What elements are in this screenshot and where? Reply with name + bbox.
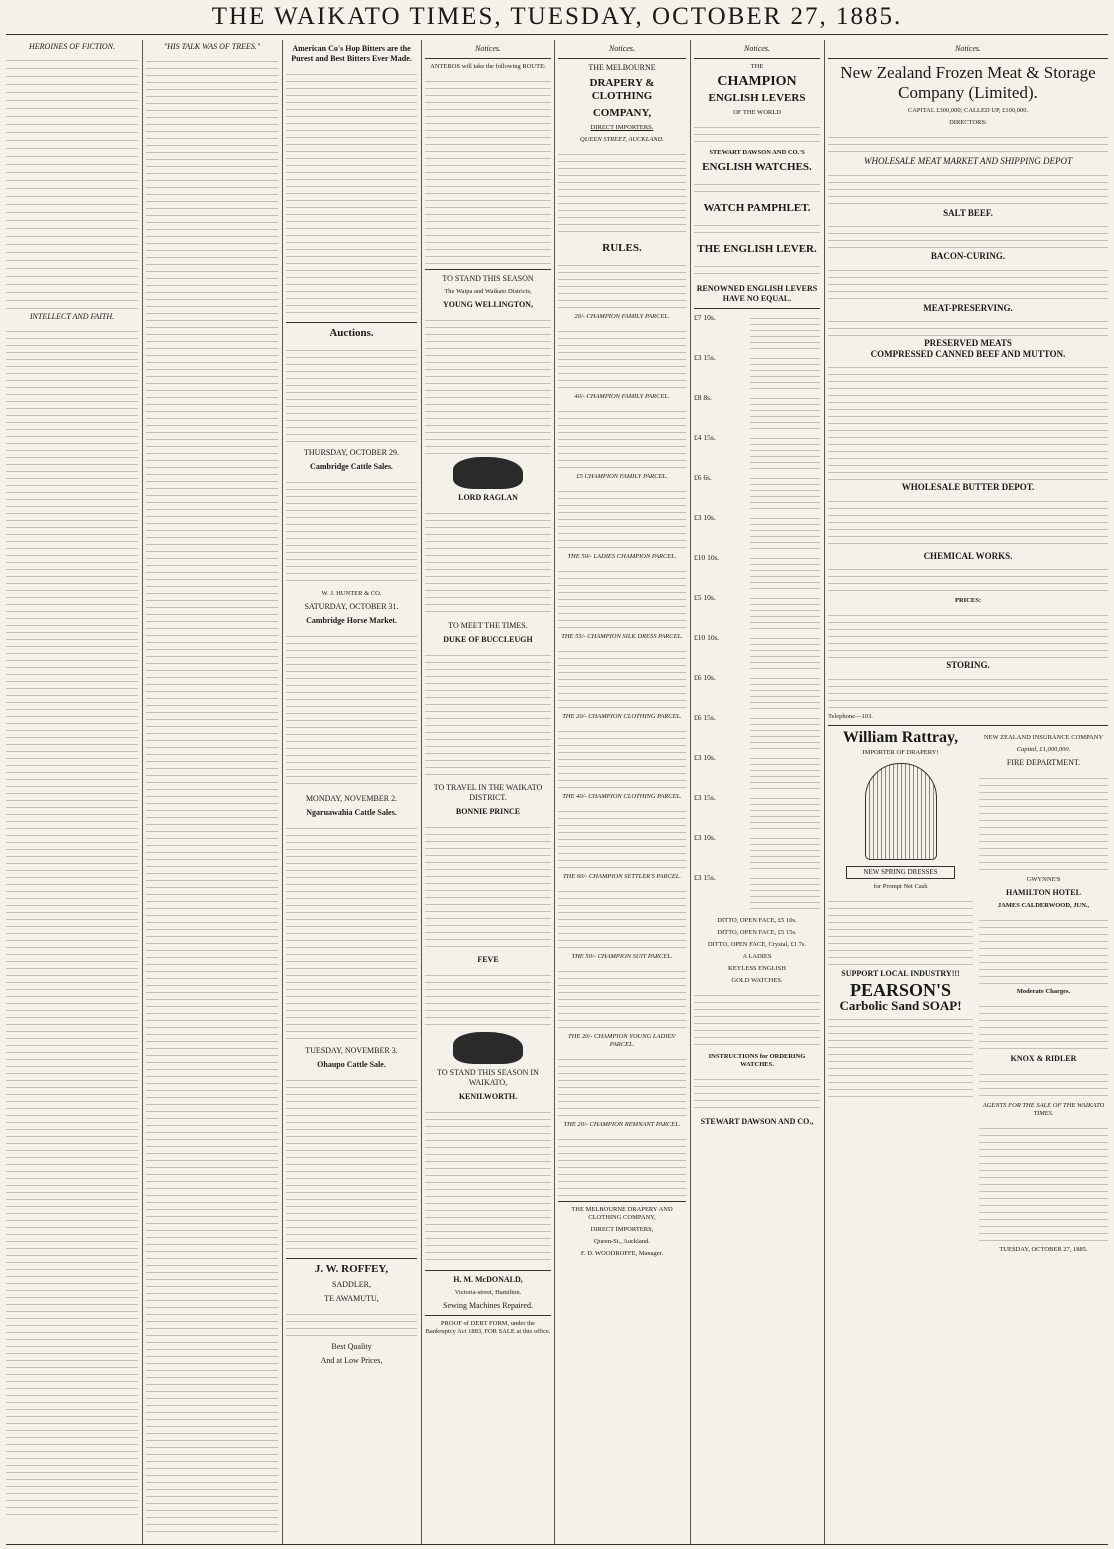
parcel-heading: THE 40/- CHAMPION CLOTHING PARCEL. — [562, 793, 682, 800]
watch-description — [750, 593, 820, 633]
meet-times: TO MEET THE TIMES. — [448, 621, 528, 630]
watch-pamphlet: WATCH PAMPHLET. — [703, 202, 811, 214]
parcel-heading: THE 55/- CHAMPION SILK DRESS PARCEL. — [561, 633, 683, 640]
watch-price-list — [694, 313, 820, 913]
instructions-heading: INSTRUCTIONS for ORDERING WATCHES. — [708, 1053, 806, 1068]
watch-price: £3 15s. — [694, 353, 716, 362]
watch-price-row — [694, 473, 820, 513]
parcel-heading: THE 50/- LADIES CHAMPION PARCEL. — [567, 553, 677, 560]
meat-preserving-text — [828, 315, 1108, 337]
watch-price-row — [694, 433, 820, 473]
fire-department: FIRE DEPARTMENT. — [1006, 757, 1081, 767]
watch-price-row — [694, 633, 820, 673]
wellington-text — [425, 314, 551, 454]
travel-heading: TO TRAVEL IN THE WAIKATO DISTRICT. — [433, 783, 543, 802]
anteros-heading: ANTEROS will take the following ROUTE: — [430, 63, 546, 70]
notices-heading-3: Notices. — [744, 44, 770, 53]
bonnie-prince: BONNIE PRINCE — [455, 807, 521, 816]
parcel-heading: 40/- CHAMPION FAMILY PARCEL. — [574, 393, 670, 400]
parcel-text — [558, 485, 686, 549]
salt-beef-heading: SALT BEEF. — [943, 207, 993, 218]
watch-description — [750, 393, 820, 433]
melbourne-footer-4: F. D. WOODROFFE, Manager. — [580, 1250, 664, 1257]
column-5 — [558, 40, 686, 1540]
depot-text — [828, 169, 1108, 207]
parcel-heading: THE 20/- CHAMPION YOUNG LADIES' PARCEL. — [568, 1033, 676, 1048]
melbourne-footer-2: DIRECT IMPORTERS, — [590, 1226, 654, 1233]
watch-price: £6 6s. — [694, 473, 712, 482]
horse-illustration — [453, 457, 523, 489]
notices-heading-2: Notices. — [609, 44, 635, 53]
prices-table — [828, 609, 1108, 659]
parcel-text — [558, 805, 686, 869]
watch-price: £3 10s. — [694, 833, 716, 842]
watch-price: £6 15s. — [694, 713, 716, 722]
mcdonald-address: Victoria-street, Hamilton. — [454, 1289, 522, 1296]
stand-sub: The Waipa and Waikato Districts, — [444, 288, 532, 295]
preserved-meats-heading: PRESERVED MEATS — [924, 338, 1012, 348]
watch-price-row — [694, 393, 820, 433]
bacon-heading: BACON-CURING. — [930, 251, 1006, 261]
lady-illustration — [865, 763, 937, 860]
ohaupo-text — [286, 1074, 417, 1254]
prince-text — [425, 821, 551, 951]
ditto-open-3: DITTO, OPEN FACE, Crystal, £1 7s. — [707, 941, 807, 948]
bottom-rule — [6, 1544, 1108, 1545]
watch-price: £4 15s. — [694, 433, 716, 442]
roffey-name: J. W. ROFFEY, — [314, 1263, 389, 1275]
ditto-open-2: DITTO, OPEN FACE, £5 15s. — [717, 929, 797, 936]
ditto-open-1: DITTO, OPEN FACE, £5 10s. — [717, 917, 797, 924]
watch-price: £5 10s. — [694, 593, 716, 602]
column-divider — [554, 40, 555, 1544]
renowned-levers: RENOWNED ENGLISH LEVERS HAVE NO EQUAL. — [696, 284, 818, 303]
column-6 — [694, 40, 820, 1540]
column-divider — [142, 40, 143, 1544]
parcel-heading: THE 20/- CHAMPION CLOTHING PARCEL. — [562, 713, 682, 720]
watch-description — [750, 753, 820, 793]
directors-heading: DIRECTORS: — [949, 119, 987, 126]
duke-buccleugh: DUKE OF BUCCLEUGH — [443, 635, 533, 644]
masthead: THE WAIKATO TIMES, TUESDAY, OCTOBER 27, 1885. — [211, 3, 903, 30]
rattray-name: William Rattray, — [842, 728, 959, 746]
watch-price-row — [694, 753, 820, 793]
hop-bitters-text — [286, 68, 417, 318]
knox-ridler: KNOX & RIDLER — [1010, 1053, 1077, 1063]
column-divider — [690, 40, 691, 1544]
nz-insurance: NEW ZEALAND INSURANCE COMPANY — [983, 733, 1104, 741]
parcel-heading: THE 20/- CHAMPION REMNANT PARCEL. — [563, 1121, 681, 1128]
feve-text — [425, 969, 551, 1029]
insurance-text — [979, 772, 1108, 872]
roffey-text — [286, 1308, 417, 1338]
parcel-heading: 20/- CHAMPION FAMILY PARCEL. — [574, 313, 670, 320]
rules-text — [558, 259, 686, 309]
rattray-importer: IMPORTER OF DRAPERY! — [862, 748, 939, 756]
butter-text — [828, 495, 1108, 550]
column-7 — [828, 40, 1108, 1540]
watch-description — [750, 513, 820, 553]
spring-dresses-banner: NEW SPRING DRESSES — [846, 866, 955, 880]
duke-text — [425, 649, 551, 779]
melbourne-title-1: THE MELBOURNE — [588, 63, 656, 72]
rattray-text — [828, 895, 973, 965]
kenilworth: KENILWORTH. — [458, 1092, 518, 1101]
watch-price: £10 10s. — [694, 553, 720, 562]
watch-price-row — [694, 673, 820, 713]
hamilton-hotel: HAMILTON HOTEL — [1006, 887, 1081, 897]
horse-market-text — [286, 630, 417, 790]
butter-depot-heading: WHOLESALE BUTTER DEPOT. — [901, 482, 1035, 492]
carbolic-soap: Carbolic Sand SOAP! — [839, 998, 962, 1013]
capital-insurance: Capital, £1,000,000. — [1016, 745, 1071, 753]
saturday-heading: SATURDAY, OCTOBER 31. — [304, 602, 399, 611]
parcel-text — [558, 325, 686, 389]
watch-description — [750, 473, 820, 513]
watch-description — [750, 633, 820, 673]
lever-text — [694, 260, 820, 280]
pearson-name: PEARSON'S — [849, 980, 952, 1000]
monday-heading: MONDAY, NOVEMBER 2. — [305, 794, 398, 803]
parcel-text — [558, 645, 686, 709]
chemical-text — [828, 563, 1108, 593]
prompt-cash: for Prompt Net Cash — [873, 883, 928, 890]
notices-heading: Notices. — [475, 44, 501, 53]
watch-price-row — [694, 793, 820, 833]
prices-heading: PRICES: — [954, 597, 981, 604]
the-label: THE — [750, 63, 764, 70]
raglan-text — [425, 507, 551, 617]
tuesday-heading: TUESDAY, NOVEMBER 3. — [305, 1046, 398, 1055]
compressed-heading: COMPRESSED CANNED BEEF AND MUTTON. — [870, 348, 1066, 359]
english-watches: ENGLISH WATCHES. — [702, 161, 812, 173]
stewart-footer: STEWART DAWSON AND CO., — [700, 1117, 814, 1126]
instructions-text — [694, 1073, 820, 1113]
telephone-line: Telephone—103. — [828, 712, 873, 720]
roffey-town: TE AWAMUTU, — [324, 1294, 379, 1303]
hop-bitters-lead: American Co's Hop Bitters are the Purest and Best Bitters Ever Made. — [291, 44, 412, 63]
melbourne-title-2: DRAPERY & CLOTHING — [589, 77, 655, 102]
kenilworth-text — [425, 1106, 551, 1266]
printed-date: TUESDAY, OCTOBER 27, 1885. — [999, 1245, 1088, 1253]
agents-heading: AGENTS FOR THE SALE OF THE WAIKATO TIMES. — [982, 1101, 1105, 1117]
support-local: SUPPORT LOCAL INDUSTRY!!! — [841, 969, 960, 978]
notices-heading-4: Notices. — [955, 44, 981, 53]
ohaupo-heading: Ohaupo Cattle Sale. — [317, 1060, 386, 1069]
compressed-text — [828, 361, 1108, 481]
melbourne-footer-3: Queen-St., Auckland. — [594, 1238, 650, 1245]
watch-description — [750, 793, 820, 833]
bacon-text — [828, 264, 1108, 302]
rattray-ad — [828, 730, 973, 1258]
watch-description — [750, 873, 820, 913]
champion-heading: CHAMPION — [717, 74, 797, 89]
levers-intro — [694, 121, 820, 145]
watch-description — [750, 433, 820, 473]
chemical-works-heading: CHEMICAL WORKS. — [923, 550, 1013, 561]
column-2 — [146, 40, 278, 1540]
watch-price-row — [694, 353, 820, 393]
heading-intellect: INTELLECT AND FAITH. — [29, 312, 115, 321]
watch-price: £8 8s. — [694, 393, 712, 402]
watch-price-row — [694, 313, 820, 353]
watches-intro — [694, 178, 820, 198]
watch-description — [750, 713, 820, 753]
column-3 — [286, 40, 417, 1540]
hunter-signature: W. J. HUNTER & CO. — [321, 590, 382, 597]
frozen-meat-title-2: Company (Limited). — [898, 83, 1038, 102]
parcel-heading: THE 60/- CHAMPION SETTLER'S PARCEL. — [562, 873, 682, 880]
stewart-dawson: STEWART DAWSON AND CO.'S — [709, 149, 805, 156]
article-trees-text — [146, 55, 278, 1535]
column-4 — [425, 40, 551, 1540]
pearson-text — [828, 1013, 973, 1103]
parcel-text — [558, 1133, 686, 1197]
cambridge-text — [286, 476, 417, 586]
right-subcolumn — [979, 730, 1108, 1258]
young-wellington: YOUNG WELLINGTON, — [443, 300, 533, 309]
direct-importers: DIRECT IMPORTERS. — [590, 124, 654, 131]
heading-heroines: HEROINES OF FICTION. — [29, 42, 115, 51]
ngaruawahia-text — [286, 822, 417, 1042]
feve-heading: FEVE — [477, 955, 499, 964]
hotel-text — [979, 914, 1108, 984]
rules-heading: RULES. — [602, 242, 642, 254]
lower-split — [828, 730, 1108, 1258]
watch-price: £10 10s. — [694, 633, 720, 642]
thursday-heading: THURSDAY, OCTOBER 29. — [304, 448, 399, 457]
watch-price: £3 10s. — [694, 513, 716, 522]
knox-text — [979, 1068, 1108, 1098]
parcel-text — [558, 885, 686, 949]
english-lever: THE ENGLISH LEVER. — [697, 243, 817, 255]
roffey-prices: And at Low Prices, — [320, 1356, 383, 1365]
sewing-heading: Sewing Machines Repaired. — [443, 1301, 533, 1310]
roffey-quality: Best Quality — [331, 1342, 372, 1351]
moderate-charges: Moderate Charges. — [1016, 987, 1071, 995]
english-levers: ENGLISH LEVERS — [708, 92, 806, 104]
watch-description — [750, 353, 820, 393]
calderwood: JAMES CALDERWOOD, JUN., — [997, 901, 1090, 909]
keyless-label: KEYLESS ENGLISH — [728, 965, 786, 972]
heading-trees: "HIS TALK WAS OF TREES." — [163, 42, 261, 51]
storing-heading: STORING. — [946, 660, 990, 670]
watch-price-row — [694, 553, 820, 593]
agents-list — [979, 1122, 1108, 1242]
watch-price-row — [694, 873, 820, 913]
storing-text — [828, 673, 1108, 713]
horse-market-heading: Cambridge Horse Market. — [306, 616, 397, 625]
frozen-meat-title-1: New Zealand Frozen Meat & Storage — [840, 63, 1096, 82]
pamphlet-text — [694, 219, 820, 239]
watch-price-row — [694, 513, 820, 553]
column-divider — [421, 40, 422, 1544]
ladies-label: A LADIES — [742, 953, 772, 960]
column-divider — [824, 40, 825, 1544]
parcel-list — [558, 313, 686, 1197]
watch-description — [750, 313, 820, 353]
directors-list — [828, 131, 1108, 155]
article-intellect-text — [6, 325, 138, 1515]
article-heroines-text — [6, 55, 138, 310]
stand-heading: TO STAND THIS SEASON — [442, 274, 534, 283]
parcel-text — [558, 565, 686, 629]
watch-price-row — [694, 713, 820, 753]
depot-heading: WHOLESALE MEAT MARKET AND SHIPPING DEPOT — [864, 156, 1072, 166]
parcel-heading: THE 50/- CHAMPION SUIT PARCEL. — [571, 953, 673, 960]
watch-price: £3 10s. — [694, 753, 716, 762]
watch-description — [750, 553, 820, 593]
watch-description — [750, 833, 820, 873]
roffey-trade: SADDLER, — [332, 1280, 371, 1289]
anteros-text — [425, 75, 551, 265]
queen-street: QUEEN STREET, AUCKLAND. — [580, 136, 664, 143]
salt-beef-text — [828, 220, 1108, 250]
parcel-text — [558, 725, 686, 789]
gwynne: GWYNNE'S — [1026, 875, 1061, 883]
parcel-text — [558, 965, 686, 1029]
column-divider — [282, 40, 283, 1544]
of-the-world: OF THE WORLD — [733, 109, 781, 116]
parcel-heading: £5 CHAMPION FAMILY PARCEL. — [576, 473, 668, 480]
watch-description — [750, 673, 820, 713]
stand-waikato: TO STAND THIS SEASON IN WAIKATO, — [437, 1068, 539, 1087]
horse-illustration-2 — [453, 1032, 523, 1064]
lord-raglan: LORD RAGLAN — [458, 493, 518, 502]
watch-price: £3 15s. — [694, 793, 716, 802]
melbourne-footer-1: THE MELBOURNE DRAPERY AND CLOTHING COMPANY, — [571, 1206, 673, 1221]
gold-watches: GOLD WATCHES. — [731, 977, 783, 984]
meat-preserving-heading: MEAT-PRESERVING. — [923, 302, 1013, 313]
watch-price: £6 10s. — [694, 673, 716, 682]
parcel-text — [558, 1053, 686, 1117]
column-1 — [6, 40, 138, 1540]
watch-price: £3 15s. — [694, 873, 716, 882]
proof-of-debt: PROOF of DEBT FORM, under the Bankruptcy Act 1883, FOR SALE at this office. — [425, 1320, 551, 1335]
gold-watches-text — [694, 989, 820, 1049]
flour-text — [979, 1000, 1108, 1050]
melbourne-title-3: COMPANY, — [592, 107, 652, 119]
parcel-text — [558, 405, 686, 469]
watch-price-row — [694, 833, 820, 873]
capital-line: CAPITAL £300,000; CALLED UP, £100,000. — [907, 107, 1029, 114]
melbourne-intro-text — [558, 148, 686, 238]
watch-price: £7 10s. — [694, 313, 716, 322]
watch-price-row — [694, 593, 820, 633]
masthead-rule — [6, 34, 1108, 35]
cambridge-cattle-heading: Cambridge Cattle Sales. — [310, 462, 393, 471]
heading-auctions: Auctions. — [329, 327, 374, 339]
ngaruawahia-heading: Ngaruawahia Cattle Sales. — [306, 808, 397, 817]
mcdonald-name: H. M. McDONALD, — [453, 1275, 523, 1284]
auctions-text — [286, 344, 417, 444]
